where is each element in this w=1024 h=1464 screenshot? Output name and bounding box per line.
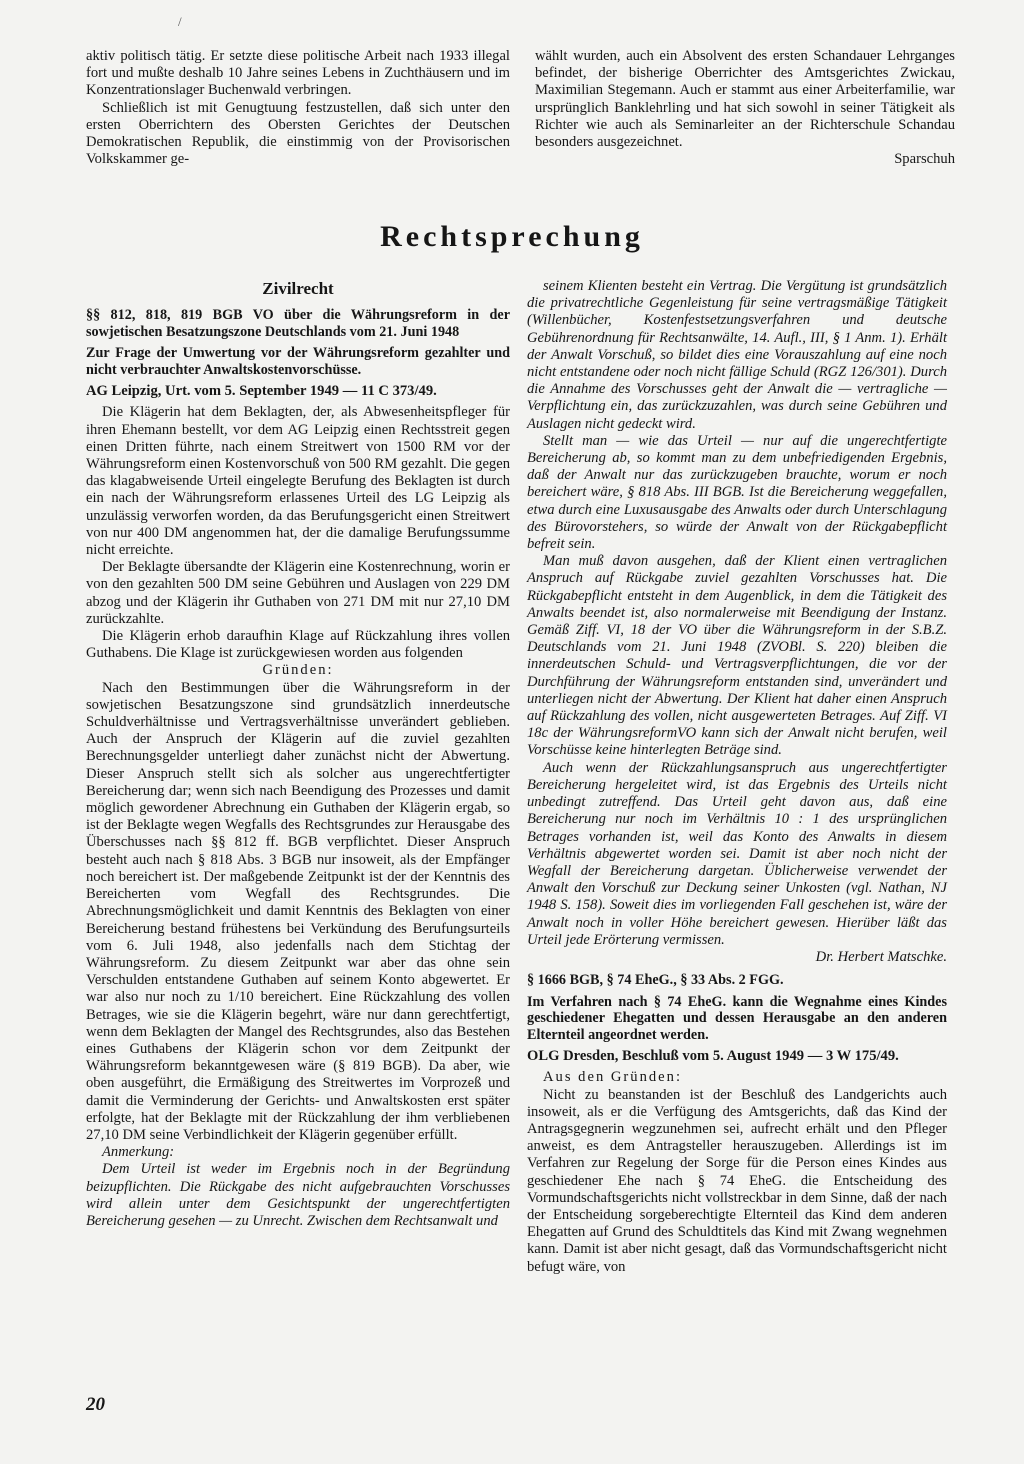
top-right-paragraph: wählt wurden, auch ein Absolvent des ersten Schandauer Lehrganges befindet, der bisherige Oberrichter des Amtsgerichtes Zwickau, Maximilian Stegemann. Auch er stammt aus einer Arbeiterfamilie, war ursprünglich Banklehrling und hat sich sowohl in seiner Tätigkeit als Richter wie auch als Seminarleiter an der Richterschule Schandau besonders ausgezeichnet. (535, 48, 955, 151)
note-author: Dr. Herbert Matschke. (815, 948, 947, 965)
note-paragraph-3: Man muß davon ausgehen, daß der Klient einen vertraglichen Anspruch auf Rückgabe zuviel gezahlten Vorschusses hat. Die Rückgabepflicht entsteht in dem Augenblick, in dem die Tätigkeit des Anwalts beendet ist, also normalerweise mit Beendigung der Instanz. Gemäß Ziff. VI, 18 der VO über die Währungsreform in der S.B.Z. Deutschlands vom 21. Juni 1948 (ZVOBl. S. 220) bleiben die innerdeutschen Schuld- und Vertragsverpflichtungen, die vor der Durchführung der Währungsreform entstanden sind, unverändert und unterliegen nicht der Abwertung. Der Klient hat daher einen Anspruch auf Rückzahlung des vollen, nicht ausgewerteten Betrages. Auf Ziff. VI 18c der WährungsreformVO kann sich der Anwalt nicht berufen, weil Vorschüsse keine hinterlegten Beträge sind. (527, 553, 947, 759)
facts-paragraph-2: Der Beklagte übersandte der Klägerin eine Kostenrechnung, worin er von den gezahlten 500 DM seine Gebühren und Auslagen von 229 DM abzog und der Klägerin ihr Guthaben von 271 DM mit nur 27,10 DM zurückzahlte. (86, 559, 510, 627)
case2-statutes: § 1666 BGB, § 74 EheG., § 33 Abs. 2 FGG. (527, 972, 784, 989)
top-left-paragraph-1: aktiv politisch tätig. Er setzte diese politische Arbeit nach 1933 illegal fort und mußte deshalb 10 Jahre seines Lebens in Zuchthäusern und im Konzentrationslager Buchenwald verbringen. (86, 48, 510, 99)
case-citation: AG Leipzig, Urt. vom 5. September 1949 — 11 C 373/49. (86, 383, 437, 400)
subsection-heading: Zivilrecht (262, 279, 334, 298)
note-paragraph: Dem Urteil ist weder im Ergebnis noch in der Begründung beizupflichten. Die Rückgabe des nicht aufgebrauchten Vorschusses wird allein unter dem Gesichtspunkt der ungerechtfertigten Bereicherung gesehen — zu Unrecht. Zwischen dem Rechtsanwalt und (86, 1161, 510, 1229)
note-continuation: seinem Klienten besteht ein Vertrag. Die Vergütung ist grundsätzlich die privatrechtliche Gegenleistung für seine vertragsmäßige Tätigkeit (Willenbücher, Kostenfestsetzungsverfahren und deutsche Gebührenordnung für Rechtsanwälte, 14. Aufl., III, § 1 Anm. 1). Erhält der Anwalt Vorschuß, so bildet dies eine Vorauszahlung auf eine noch nicht entstandene oder noch nicht fällige Schuld (RGZ 126/301). Durch die Annahme des Vorschusses geht der Anwalt die — vertragliche — Verpflichtung ein, das zurückzuzahlen, was durch seine Gebühren und Auslagen nicht gedeckt wird. (527, 278, 947, 432)
reasons-paragraph: Nach den Bestimmungen über die Währungsreform in der sowjetischen Besatzungszone sind grundsätzlich innerdeutsche Schuldverhältnisse und Vertragsverhältnisse unverändert geblieben. Auch der Anspruch der Klägerin auf die zuviel gezahlten Berechnungsgelder unterliegt daher zunächst nicht der Abwertung. Dieser Anspruch stellt sich als solcher aus ungerechtfertigter Bereicherung dar; wenn sich nach Beendigung des Prozesses und damit möglich gewordener Abrechnung ein Guthaben der Klägerin ergab, so ist der Beklagte wegen Wegfalls des Rechtsgrundes zur Herausgabe des Überschusses nach §§ 812 ff. BGB verpflichtet. Dieser Anspruch besteht auch nach § 818 Abs. 3 BGB nur insoweit, als der Empfänger noch bereichert ist. Der maßgebende Zeitpunkt ist der der Kenntnis des Bereicherten vom Wegfall des Rechtsgrundes. Die Abrechnungsmöglichkeit und damit Kenntnis des Beklagten von einer Bereicherung bestand frühestens bei Verkündung des Berufungsurteils vom 6. Juli 1948, also jedenfalls nach dem Stichtag der Währungsreform. Zu diesem Zeitpunkt war aber das ohne sein Verschulden entstandene Guthaben auf seinem Konto abgewertet. Er war also nur noch zu 1/10 bereichert. Eine Rückzahlung des vollen Betrages, wie sie die Klägerin begehrt, wäre nur dann gerechtfertigt, wenn dem Beklagten der Mangel des Rechtsgrundes, also das Bestehen eines Guthabens der Klägerin schon vor dem Zeitpunkt der Währungsreform bekanntgewesen wäre (§ 819 BGB). Da aber, wie oben ausgeführt, die Ermäßigung des Streitwertes im Vorprozeß und damit die Verminderung der Gerichts- und Anwaltskosten erst später erfolgte, hat der Beklagte mit der Rückzahlung der ihm verbliebenen 27,10 DM seine Verbindlichkeit der Klägerin gegenüber erfüllt. (86, 679, 510, 1143)
facts-paragraph-1: Die Klägerin hat dem Beklagten, der, als Abwesenheitspfleger für ihren Ehemann bestellt, vor dem AG Leipzig einen Rechtsstreit gegen einen Dritten führte, nach einem Streitwert von 1500 RM vor der Währungsreform einen Kostenvorschuß von 500 RM gezahlt. Die gegen das klagabweisende Urteil eingelegte Berufung des Beklagten ist durch ein nach der Währungsreform erlassenes Urteil des LG Leipzig als unzulässig verworfen worden, da das Berufungsgericht einen Streitwert von nur 400 DM angenommen hat, der die damalige Berufungssumme nicht erreichte. (86, 404, 510, 559)
top-right-author: Sparschuh (894, 151, 955, 168)
case2-reasons-paragraph: Nicht zu beanstanden ist der Beschluß des Landgerichts auch insoweit, als er die Verfügung des Amtsgerichts, daß das Kind der Antragsgegnerin wegzunehmen sei, aufrecht erhält und den Pfleger anweist, es dem Antragsteller herauszugeben. Allerdings ist im Verfahren zur Regelung der Sorge für die Person eines Kindes aus geschiedener Ehe nach § 74 EheG. die Entscheidung des Vormundschaftsgerichts nicht vollstreckbar in dem Sinne, daß der nach der Entscheidung sorgeberechtigte Elternteil das Kind dem anderen Ehegatten auf Grund des Schuldtitels das Kind mit Zwang wegnehmen kann. Damit ist aber nicht gesagt, daß das Vormundschaftsgericht nicht befugt wäre, von (527, 1086, 947, 1275)
facts-paragraph-3: Die Klägerin erhob daraufhin Klage auf Rückzahlung ihres vollen Guthabens. Die Klage ist zurückgewiesen worden aus folgenden (86, 628, 510, 662)
case-headnote: Zur Frage der Umwertung vor der Währungsreform gezahlter und nicht verbrauchter Anwaltskostenvorschüsse. (86, 345, 510, 378)
margin-mark: / (178, 14, 182, 29)
case2-headnote: Im Verfahren nach § 74 EheG. kann die Wegnahme eines Kindes geschiedener Ehegatten und dessen Herausgabe an den anderen Elternteil angeordnet werden. (527, 993, 947, 1043)
note-heading: Anmerkung: (102, 1144, 175, 1161)
top-left-column (86, 48, 510, 168)
page-number: 20 (86, 1394, 105, 1415)
case-statutes: §§ 812, 818, 819 BGB VO über die Währungsreform in der sowjetischen Besatzungszone Deutschlands vom 21. Juni 1948 (86, 307, 510, 340)
case2-reasons-heading: Aus den Gründen: (543, 1069, 683, 1086)
note-paragraph-2: Stellt man — wie das Urteil — nur auf die ungerechtfertigte Bereicherung ab, so kommt man zu dem unbefriedigenden Ergebnis, daß der Anwalt nur das zurückzugeben brauchte, worum er noch bereichert wäre, § 818 Abs. III BGB. Ist die Bereicherung weggefallen, etwa durch eine Luxusausgabe des Anwalts oder durch Unterschlagung des Bürovorstehers, so würde der Anwalt von der Rückgabepflicht befreit sein. (527, 432, 947, 553)
top-left-paragraph-2: Schließlich ist mit Genugtuung festzustellen, daß sich unter den ersten Oberrichtern des Obersten Gerichtes der Deutschen Demokratischen Republik, die einstimmig von der Provisorischen Volkskammer ge- (86, 99, 510, 168)
left-main-column (86, 280, 510, 1230)
right-main-column (527, 278, 947, 1276)
reasons-heading: Gründen: (262, 662, 334, 679)
note-paragraph-4: Auch wenn der Rückzahlungsanspruch aus ungerechtfertigter Bereicherung hergeleitet wird, ist das Ergebnis des Urteils nicht unbedingt zutreffend. Das Urteil geht davon aus, daß eine Bereicherung nur noch im Verhältnis 10 : 1 des ursprünglichen Betrages vorhanden ist, weil das Konto des Anwalts in diesem Verhältnis abgewertet worden sei. Damit ist aber noch nicht der Wegfall der Bereicherung dargetan. Üblicherweise verwendet der Anwalt den Vorschuß zur Deckung seiner Unkosten (vgl. Nathan, NJ 1948 S. 158). Soweit dies im vorliegenden Fall geschehen ist, wäre der Anwalt noch in voller Höhe bereichert gewesen. Hierüber läßt das Urteil jede Erörterung vermissen. (527, 759, 947, 948)
section-title: Rechtsprechung (380, 220, 644, 253)
top-right-column (535, 48, 955, 168)
case2-citation: OLG Dresden, Beschluß vom 5. August 1949 — 3 W 175/49. (527, 1048, 899, 1065)
